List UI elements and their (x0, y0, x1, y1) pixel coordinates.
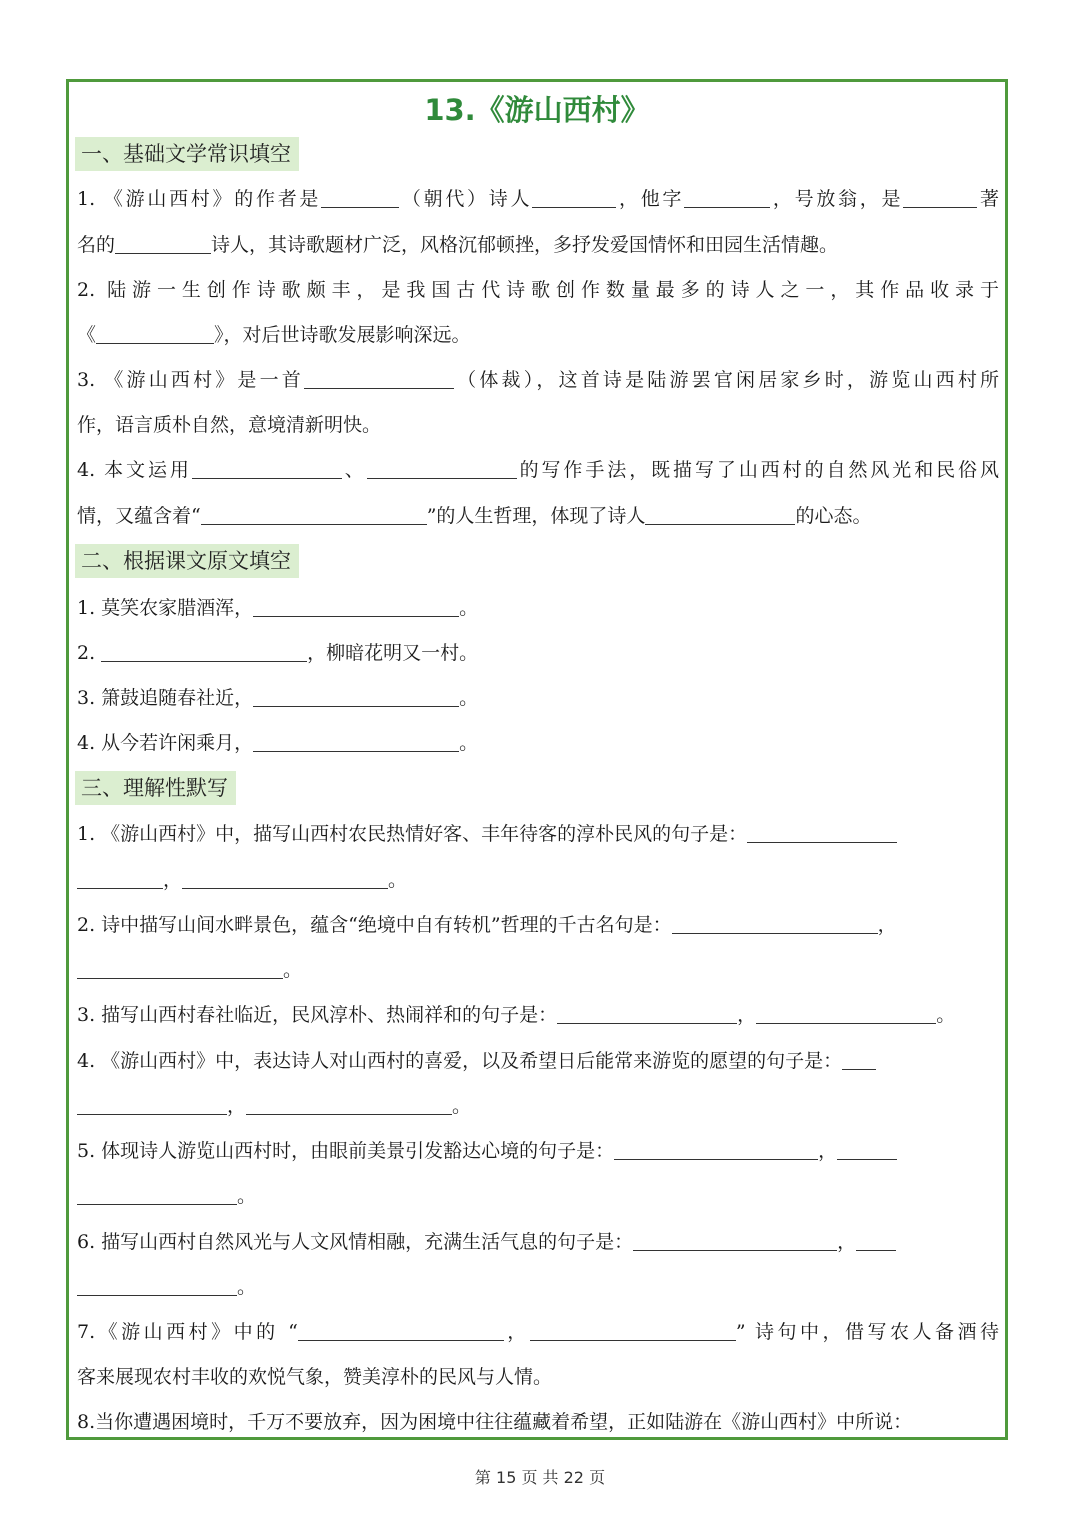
section-heading-3: 三、理解性默写 (75, 771, 236, 805)
blank[interactable] (530, 1316, 736, 1341)
blank[interactable] (77, 954, 283, 979)
q3-item-4-line-1: 4. 《游山西村》中，表达诗人对山西村的喜爱，以及希望日后能常来游览的愿望的句子是： (77, 1043, 999, 1079)
q3-item-3: 3. 描写山西村春社临近，民风淳朴、热闹祥和的句子是： ， 。 (77, 997, 999, 1033)
page-footer: 第 15 页 共 22 页 (474, 1468, 606, 1487)
blank[interactable] (856, 1226, 896, 1251)
q3-item-4-line-2: ， 。 (77, 1088, 999, 1124)
blank[interactable] (96, 319, 214, 344)
q3-item-5-line-2: 。 (77, 1178, 999, 1214)
q3-item-7-line-1: 7.《游山西村》中的 “ ， ” 诗句中，借写农人备酒待 (77, 1314, 999, 1350)
blank[interactable] (672, 909, 878, 934)
blank[interactable] (253, 592, 459, 617)
blank[interactable] (77, 1271, 237, 1296)
blank[interactable] (115, 229, 211, 254)
blank[interactable] (77, 864, 163, 889)
blank[interactable] (101, 637, 307, 662)
q3-item-6-line-2: 。 (77, 1269, 999, 1305)
blank[interactable] (532, 183, 616, 208)
blank[interactable] (633, 1226, 837, 1251)
blank[interactable] (747, 818, 897, 843)
blank[interactable] (645, 500, 795, 525)
blank[interactable] (253, 727, 459, 752)
blank[interactable] (684, 183, 770, 208)
blank[interactable] (298, 1316, 504, 1341)
q1-line-1: 1. 《游山西村》的作者是 （朝代）诗人 ，他字 ，号放翁，是 著 (77, 181, 999, 217)
q3-item-8: 8.当你遭遇困境时，千万不要放弃，因为困境中往往蕴藏着希望，正如陆游在《游山西村》中所说： (77, 1411, 913, 1433)
blank[interactable] (557, 999, 737, 1024)
q3-item-7-line-2: 客来展现农村丰收的欢悦气象，赞美淳朴的民风与人情。 (77, 1366, 553, 1388)
blank[interactable] (756, 999, 936, 1024)
q3-item-5-line-1: 5. 体现诗人游览山西村时，由眼前美景引发豁达心境的句子是： ， (77, 1133, 999, 1169)
q1-line-3: 2. 陆游一生创作诗歌颇丰，是我国古代诗歌创作数量最多的诗人之一，其作品收录于 (77, 279, 999, 301)
q3-item-2-line-2: 。 (77, 952, 999, 988)
q3-item-1-line-2: ， 。 (77, 862, 999, 898)
q3-item-6-line-1: 6. 描写山西村自然风光与人文风情相融，充满生活气息的句子是： ， (77, 1224, 999, 1260)
section-heading-1: 一、基础文学常识填空 (75, 137, 299, 171)
q3-item-2-line-1: 2. 诗中描写山间水畔景色，蕴含“绝境中自有转机”哲理的千古名句是： ， (77, 907, 999, 943)
blank[interactable] (837, 1135, 897, 1160)
blank[interactable] (304, 364, 454, 389)
q2-line-4: 4. 从今若许闲乘月， 。 (77, 725, 999, 761)
blank[interactable] (201, 500, 427, 525)
blank[interactable] (77, 1090, 227, 1115)
blank[interactable] (842, 1045, 876, 1070)
q3-item-1-line-1: 1. 《游山西村》中，描写山西村农民热情好客、丰年待客的淳朴民风的句子是： (77, 816, 999, 852)
blank[interactable] (614, 1135, 818, 1160)
worksheet-frame (66, 79, 1008, 1440)
page-title: 13.《游山西村》 (424, 93, 650, 127)
blank[interactable] (253, 682, 459, 707)
blank[interactable] (246, 1090, 452, 1115)
q1-line-8: 情，又蕴含着“ ”的人生哲理，体现了诗人 的心态。 (77, 498, 999, 534)
q1-line-2: 名的 诗人，其诗歌题材广泛，风格沉郁顿挫，多抒发爱国情怀和田园生活情趣。 (77, 227, 999, 263)
blank[interactable] (192, 454, 342, 479)
q2-line-2: 2. ，柳暗花明又一村。 (77, 635, 999, 671)
blank[interactable] (182, 864, 388, 889)
blank[interactable] (903, 183, 977, 208)
q2-line-1: 1. 莫笑农家腊酒浑， 。 (77, 590, 999, 626)
q1-line-5: 3. 《游山西村》是一首 （体裁），这首诗是陆游罢官闲居家乡时，游览山西村所 (77, 362, 999, 398)
blank[interactable] (77, 1180, 237, 1205)
q1-line-7: 4. 本文运用 、 的写作手法，既描写了山西村的自然风光和民俗风 (77, 452, 999, 488)
section-heading-2: 二、根据课文原文填空 (75, 544, 299, 578)
blank[interactable] (321, 183, 399, 208)
q1-line-4: 《 》，对后世诗歌发展影响深远。 (77, 317, 999, 353)
q2-line-3: 3. 箫鼓追随春社近， 。 (77, 680, 999, 716)
q1-line-6: 作，语言质朴自然，意境清新明快。 (77, 414, 382, 436)
blank[interactable] (367, 454, 517, 479)
